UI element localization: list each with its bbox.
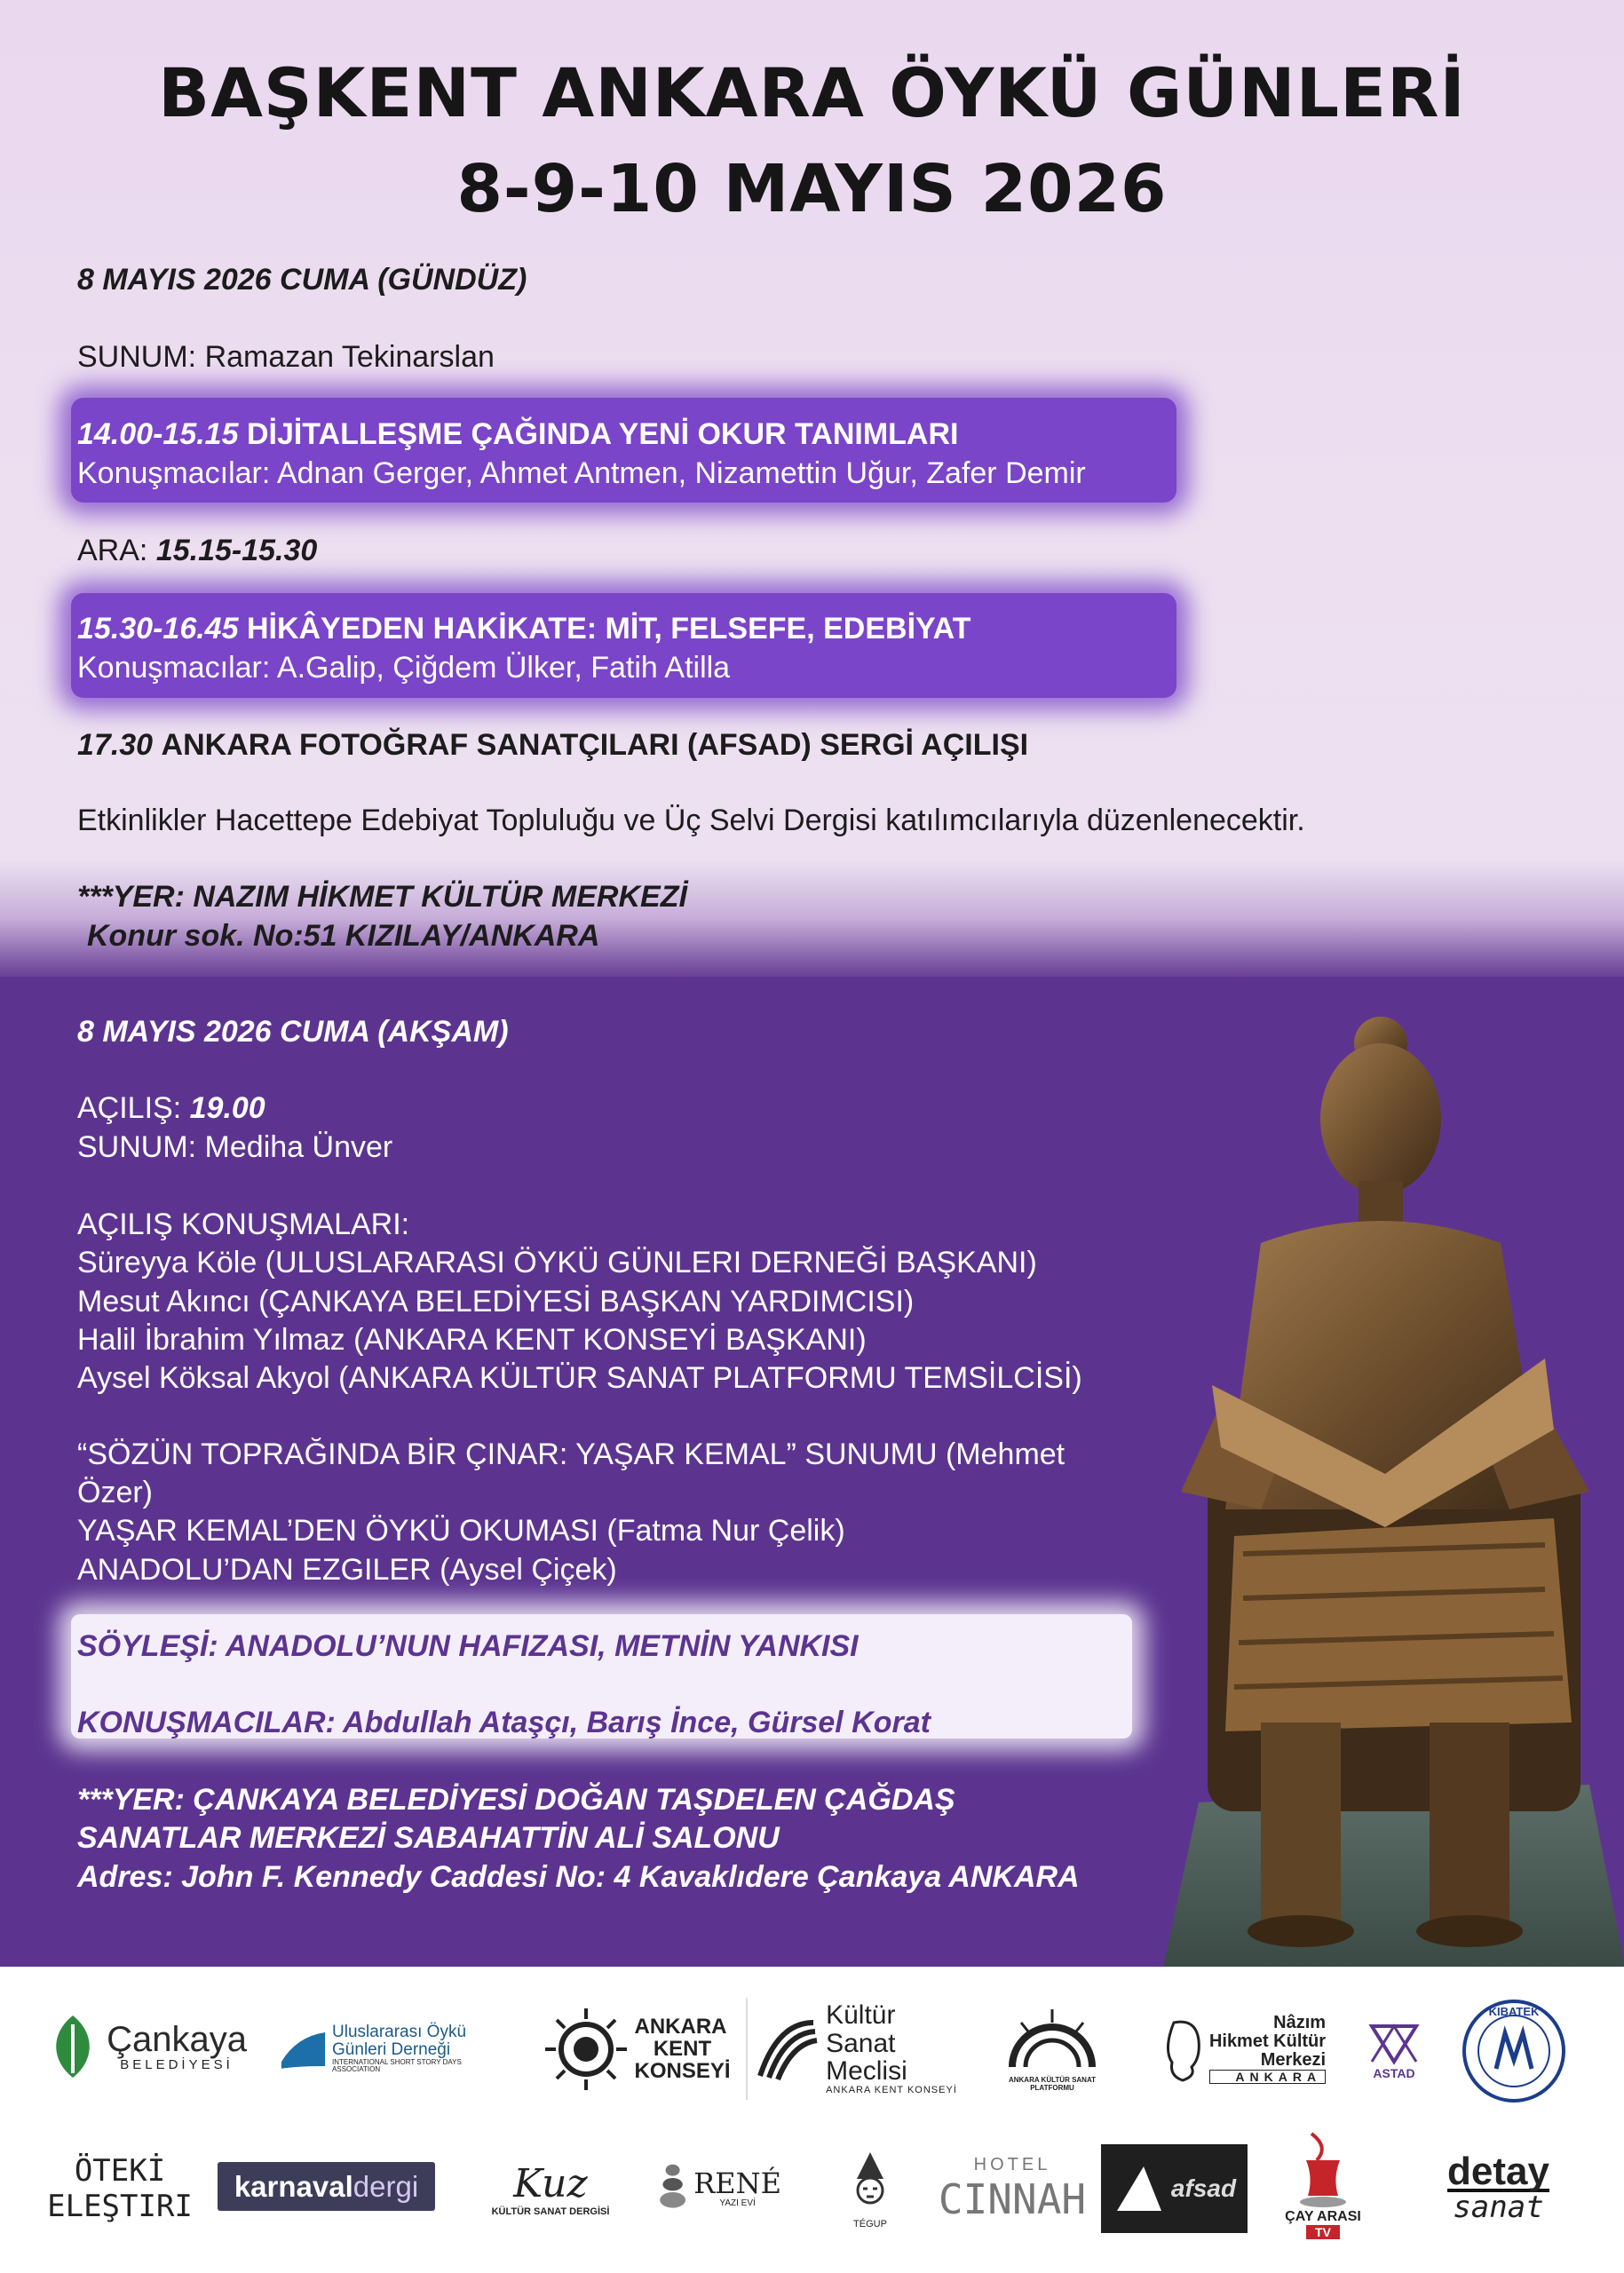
aksp-line2: PLATFORMU: [1030, 2084, 1074, 2092]
program-item: “SÖZÜN TOPRAĞINDA BİR ÇINAR: YAŞAR KEMAL” SUNUMU (Mehmet: [77, 1437, 1066, 1471]
speech-item: Halil İbrahim Yılmaz (ANKARA KENT KONSEYİ BAŞKANI): [77, 1323, 867, 1357]
panel2-heading: [77, 609, 970, 648]
day-host: [77, 337, 495, 376]
tv-label: TV: [1306, 2225, 1340, 2239]
speech-item: Süreyya Köle (ULUSLARARASI ÖYKÜ GÜNLERI DERNEĞİ BAŞKANI): [77, 1246, 1037, 1279]
speech-item: Aysel Köksal Akyol (ANKARA KÜLTÜR SANAT PLATFORMU TEMSİLCİSİ): [77, 1361, 1082, 1395]
cankaya-name: Çankaya: [107, 2020, 247, 2060]
wave-icon: [751, 2014, 822, 2085]
sunburst-icon: [543, 2007, 629, 2092]
rene-name: RENÉ: [693, 2166, 781, 2200]
cankaya-sub: BELEDİYESİ: [120, 2057, 234, 2073]
opening-label: AÇILIŞ:: [77, 1091, 182, 1125]
day-host-label: SUNUM:: [77, 340, 197, 374]
tea-glass-icon: [1294, 2129, 1352, 2209]
interview-title: SÖYLEŞİ: ANADOLU’NUN HAFIZASI, METNİN YANKISI: [77, 1629, 859, 1663]
break-time: 15.15-15.30: [155, 534, 318, 567]
day-venue-line2: Konur sok. No:51 KIZILAY/ANKARA: [87, 919, 600, 953]
uog-line2: Günleri Derneği: [332, 2040, 451, 2060]
film-icon: [1113, 2162, 1166, 2215]
nhkm-line1: Nâzım: [1273, 2012, 1327, 2032]
ksm-line3: Meclisi: [826, 2056, 907, 2087]
uog-line1: Uluslararası Öykü: [332, 2023, 467, 2042]
sanat-label: sanat: [1453, 2190, 1544, 2225]
interview-speakers: KONUŞMACILAR: Abdullah Ataşçı, Barış İnce, Gürsel Korat: [77, 1706, 931, 1739]
cay-label: ÇAY ARASI: [1285, 2209, 1361, 2224]
aksp-line1: ANKARA KÜLTÜR SANAT: [1008, 2076, 1097, 2084]
nhkm-line3: Merkezi: [1260, 2049, 1327, 2070]
organizer-note: Etkinlikler Hacettepe Edebiyat Topluluğu ve Üç Selvi Dergisi katılımcılarıyla düzenlenecektir.: [77, 804, 1305, 837]
afsad-label: afsad: [1170, 2174, 1237, 2202]
exhibit-line: [77, 725, 1028, 764]
panel1-title: DİJİTALLEŞME ÇAĞINDA YENİ OKUR TANIMLARI: [246, 417, 959, 451]
panel1-speakers: Konuşmacılar: Adnan Gerger, Ahmet Antmen, Nizamettin Uğur, Zafer Demir: [77, 456, 1086, 490]
kultur-sanat-meclisi-logo: [746, 1998, 961, 2100]
panel2-time: 15.30-16.45: [77, 612, 239, 645]
rene-sub: YAZI EVİ: [719, 2198, 756, 2208]
ksm-line4: ANKARA KENT KONSEYİ: [826, 2084, 957, 2095]
panel2-speakers: Konuşmacılar: A.Galip, Çiğdem Ülker, Fatih Atilla: [77, 651, 731, 685]
kuz-sub: KÜLTÜR SANAT DERGİSİ: [491, 2206, 610, 2217]
day-host-name: Ramazan Tekinarslan: [204, 340, 495, 374]
evening-venue-address: Adres: John F. Kennedy Caddesi No: 4 Kavaklıdere Çankaya ANKARA: [77, 1860, 1080, 1894]
rene-logo: [657, 2149, 781, 2229]
oteki-line2: ELEŞTIRI: [47, 2189, 193, 2224]
ankara-kultur-sanat-platformu-logo: [986, 1996, 1119, 2101]
evening-session-date: 8 MAYIS 2026 CUMA (AKŞAM): [77, 1015, 509, 1049]
speech-item: Mesut Akıncı (ÇANKAYA BELEDİYESİ BAŞKAN YARDIMCISI): [77, 1285, 915, 1319]
nazim-hikmet-logo: [1145, 1998, 1336, 2100]
tegup-label: TÉGUP: [853, 2219, 887, 2229]
akk-line2: KENT: [653, 2036, 712, 2061]
oteki-elestiri-logo: [49, 2140, 191, 2237]
figure-icon: [844, 2148, 897, 2219]
book-icon: [280, 2027, 327, 2071]
day-venue-line1: ***YER: NAZIM HİKMET KÜLTÜR MERKEZİ: [77, 880, 687, 914]
exhibit-time: 17.30: [77, 728, 154, 762]
arch-icon: [1003, 2005, 1101, 2076]
poster-dates: 8-9-10 MAYIS 2026: [456, 151, 1168, 227]
akk-line3: KONSEYİ: [634, 2059, 731, 2084]
day-session-date: 8 MAYIS 2026 CUMA (GÜNDÜZ): [77, 263, 527, 297]
nhkm-line2: Hikmet Kültür: [1208, 2031, 1327, 2051]
oteki-line1: ÖTEKİ: [74, 2153, 166, 2189]
hotel-label: HOTEL: [973, 2154, 1051, 2174]
cinnah-label: CINNAH: [938, 2174, 1087, 2223]
program-item: YAŞAR KEMAL’DEN ÖYKÜ OKUMASI (Fatma Nur Çelik): [77, 1514, 845, 1548]
detay-label: detay: [1447, 2150, 1549, 2193]
kuz-mark: Kuz: [513, 2160, 588, 2206]
ksm-line2: Sanat: [826, 2028, 896, 2058]
evening-host: SUNUM: Mediha Ünver: [77, 1130, 393, 1164]
dergi-text: dergi: [353, 2169, 419, 2203]
speeches-heading: AÇILIŞ KONUŞMALARI:: [77, 1208, 410, 1241]
astad-label: ASTAD: [1373, 2066, 1415, 2080]
uog-line3: INTERNATIONAL SHORT STORY DAYS ASSOCIATION: [332, 2058, 462, 2074]
ankara-kent-konseyi-logo: [542, 1998, 733, 2100]
karnaval-text: karnaval: [234, 2169, 353, 2203]
evening-venue-line1: ***YER: ÇANKAYA BELEDİYESİ DOĞAN TAŞDELEN ÇAĞDAŞ: [77, 1783, 955, 1817]
ksm-line1: Kültür: [826, 2000, 896, 2031]
panel1-heading: [77, 415, 958, 454]
cay-arasi-tv-logo: [1270, 2118, 1376, 2251]
stones-icon: [657, 2153, 688, 2224]
opening-line: [77, 1089, 265, 1128]
nhkm-line4: ANKARA: [1209, 2070, 1326, 2085]
uog-logo: [280, 2011, 502, 2087]
akk-line1: ANKARA: [634, 2014, 727, 2039]
detay-sanat-logo: [1421, 2150, 1576, 2225]
cankaya-logo: [40, 1998, 253, 2095]
poster-title: BAŞKENT ANKARA ÖYKÜ GÜNLERİ: [158, 53, 1466, 132]
portrait-icon: [1156, 2014, 1209, 2085]
opening-time: 19.00: [189, 1091, 265, 1125]
panel2-title: HİKÂYEDEN HAKİKATE: MİT, FELSEFE, EDEBİYAT: [246, 612, 971, 645]
karnaval-dergi-logo: [218, 2162, 435, 2211]
statue-illustration: [1128, 1012, 1624, 1967]
break-label: ARA:: [77, 534, 148, 567]
panel1-time: 14.00-15.15: [77, 417, 239, 451]
program-item: ANADOLU’DAN EZGILER (Aysel Çiçek): [77, 1553, 617, 1587]
program-item: Özer): [77, 1476, 153, 1509]
leaf-icon: [46, 2011, 99, 2082]
evening-venue-line2: SANATLAR MERKEZİ SABAHATTİN ALİ SALONU: [77, 1821, 780, 1855]
hotel-cinnah-logo: [938, 2144, 1087, 2233]
kuz-logo: [479, 2149, 622, 2229]
triangle-icon: [1367, 2022, 1421, 2066]
break-line: [77, 531, 317, 570]
kibatek-label: KIBATEK: [1488, 2005, 1540, 2018]
tegup-logo: [826, 2140, 915, 2237]
astad-logo: [1359, 2016, 1430, 2087]
afsad-logo: [1101, 2144, 1248, 2233]
exhibit-title: ANKARA FOTOĞRAF SANATÇILARI (AFSAD) SERGİ AÇILIŞI: [161, 728, 1029, 762]
kibatek-logo: [1456, 1998, 1572, 2104]
